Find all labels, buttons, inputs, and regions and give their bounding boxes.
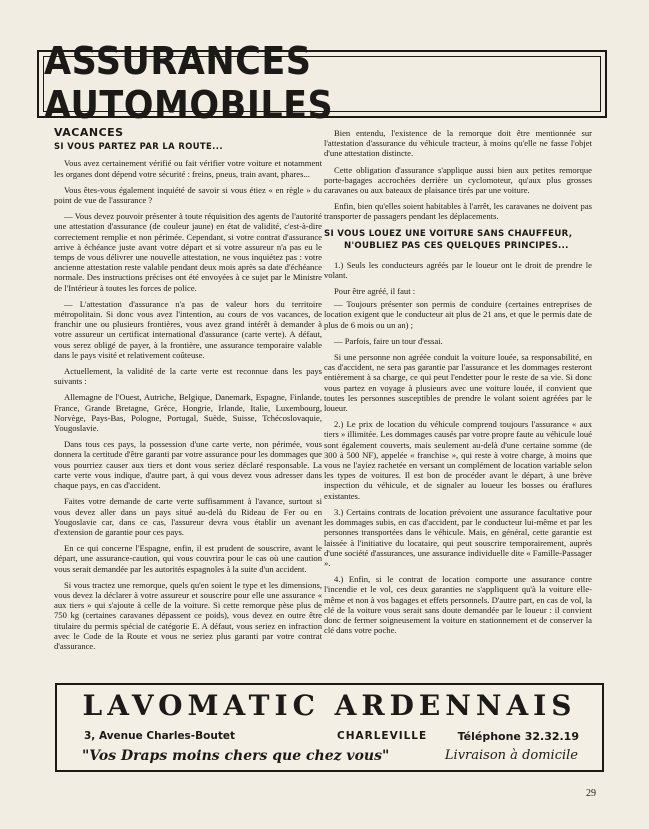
right-paragraph: 4.) Enfin, si le contrat de location comporte une assurance contre l'incendie et le vol, ces deux garanties ne s'appliquent qu'à la voiture elle-même et non à vos bagages et effets personnels. D'autre part, en cas de vol, la clé de la voiture vous serait sans doute demandée par le loueur : il convient donc de fermer soigneusement la voiture en stationnement et de conserver la clé dans votre poche. <box>324 574 592 636</box>
left-column <box>54 128 322 657</box>
section-heading-vacances: VACANCES <box>54 126 124 139</box>
ad-city: CHARLEVILLE <box>337 730 428 742</box>
left-paragraph: Si vous tractez une remorque, quels qu'en soient le type et les dimensions, vous devez la déclarer à votre assureur et souscrire pour elle une assurance « aux tiers » qui s'ajoute à celle de la voiture. Si cette remorque pèse plus de 750 kg (certaines caravanes dépassent ce poids), vous devez en outre être titulaire du permis spécial de catégorie E. A défaut, vous seriez en infraction avec le Code de la Route et vous ne seriez plus garanti par votre contrat d'assurance. <box>54 579 322 651</box>
right-paragraph: 1.) Seuls les conducteurs agréés par le loueur ont le droit de prendre le volant. <box>324 259 592 280</box>
ad-slogan: "Vos Draps moins chers que chez vous" <box>82 748 390 764</box>
page-number: 29 <box>586 788 596 799</box>
left-paragraph: Dans tous ces pays, la possession d'une carte verte, non périmée, vous donnera la certitude d'être garanti par votre assurance pour les dommages que vous pourriez causer aux tiers et dont vous seriez déclaré responsable. La carte verte vous indique, d'autre part, à qui vous devez vous adresser dans chaque pays, en cas d'accident. <box>54 439 322 491</box>
page-title: ASSURANCES AUTOMOBILES <box>44 40 334 128</box>
right-paragraph: Bien entendu, l'existence de la remorque doit être mentionnée sur l'attestation d'assurance du véhicule tracteur, à moins qu'elle ne fasse l'objet d'une attestation distincte. <box>324 128 592 159</box>
title-banner-inner-frame <box>43 40 601 128</box>
section-heading-line-1: SI VOUS LOUEZ UNE VOITURE SANS CHAUFFEUR, <box>324 228 573 239</box>
left-paragraph: Vous avez certainement vérifié ou fait vérifier votre voiture et notamment les organes dont dépend votre sécurité : freins, pneus, train avant, phares... <box>54 158 322 179</box>
left-paragraph: Actuellement, la validité de la carte verte est reconnue dans les pays suivants : <box>54 366 322 387</box>
right-paragraph: Enfin, bien qu'elles soient habitables à l'arrêt, les caravanes ne doivent pas transporter de passagers pendant les déplacements. <box>324 201 592 222</box>
title-banner <box>37 40 607 128</box>
ad-brand-name: LAVOMATIC ARDENNAIS <box>82 689 577 722</box>
ad-phone: Téléphone 32.32.19 <box>457 730 579 743</box>
right-column <box>324 128 592 641</box>
ad-address: 3, Avenue Charles-Boutet <box>84 730 236 742</box>
right-paragraph: Cette obligation d'assurance s'applique aussi bien aux petites remorque porte-bagages accrochées derrière un cyclomoteur, qu'aux plus grosses caravanes ou aux bateaux de plaisance tirés par une voiture. <box>324 164 592 196</box>
left-paragraph-country-list: Allemagne de l'Ouest, Autriche, Belgique, Danemark, Espagne, Finlande, France, Grande Bretagne, Grèce, Hongrie, Irlande, Italie, Luxembourg, Norvège, Pays-Bas, Pologne, Portugal, Suède, Suisse, Tchécoslovaquie, Yougoslavie. <box>54 392 322 434</box>
advertisement-box <box>55 683 604 772</box>
left-paragraph: En ce qui concerne l'Espagne, enfin, il est prudent de souscrire, avant le départ, une assurance-caution, qui vous couvrira pour le cas où une caution vous serait demandée par les autorités espagnoles à la suite d'un accident. <box>54 543 322 574</box>
left-paragraph: Vous êtes-vous également inquiété de savoir si vous étiez « en règle » du point de vue de l'assurance ? <box>54 184 322 206</box>
right-paragraph: 2.) Le prix de location du véhicule comprend toujours l'assurance « aux tiers » illimitée. Les dommages causés par votre propre faute au véhicule loué sont également couverts, mais seulement au-delà d'une certaine somme (de 300 à 500 NF), appelée « franchise », qui reste à votre charge, à moins que vous ne l'ayiez rachetée en versant un complément de location variable selon les types de voitures. Il est bon de procéder avant le départ, à une brève inspection du véhicule, et de signaler au loueur les bosses ou éraflures existantes. <box>324 419 592 501</box>
section-heading-location <box>324 228 592 252</box>
left-paragraph: — L'attestation d'assurance n'a pas de valeur hors du territoire métropolitain. Si donc vous avez l'intention, au cours de vos vacances, de franchir une ou plusieurs frontières, vous avez grand intérêt à demander à votre assureur un certificat international d'assurance (carte verte). A défaut, vous serez obligé de payer, à la frontière, une assurance temporaire valable dans le pays visité et relativement coûteuse. <box>54 298 322 360</box>
ad-delivery-note: Livraison à domicile <box>444 748 578 763</box>
right-paragraph: — Toujours présenter son permis de conduire (certaines entreprises de location exigent que le conducteur ait plus de 21 ans, et que le permis date de plus de 6 mois ou un an) ; <box>324 299 592 330</box>
right-paragraph: Pour être agréé, il faut : <box>334 286 416 297</box>
section-heading-line-2: N'OUBLIEZ PAS CES QUELQUES PRINCIPES... <box>344 240 569 251</box>
right-paragraph: Si une personne non agréée conduit la voiture louée, sa responsabilité, en cas d'accident, ne sera pas garantie par l'assurance et les dommages resteront entièrement à sa charge, ce qui peut l'endetter pour le reste de sa vie. Si donc vous partez en voyage à plusieurs avec une voiture louée, il convient que toutes les personnes susceptibles de prendre le volant soient agréées par le loueur. <box>324 352 592 414</box>
right-paragraph: — Parfois, faire un tour d'essai. <box>334 335 443 346</box>
right-paragraph: 3.) Certains contrats de location prévoient une assurance facultative pour les dommages subis, en cas d'accident, par le conducteur lui-même et par les personnes transportées dans le véhicule. Mais, en général, cette garantie est laissée à l'initiative du locataire, qui peut souscrire temporairement, auprès d'une société d'assurances, une assurance individuelle dite « Famille-Passager ». <box>324 506 592 568</box>
left-paragraph: Faites votre demande de carte verte suffisamment à l'avance, surtout si vous devez aller dans un pays situé au-delà du Rideau de Fer ou en Yougoslavie car, dans ce cas, l'assureur devra vous établir un avenant d'extension de garantie pour ces pays. <box>54 496 322 537</box>
section-subheading-route: SI VOUS PARTEZ PAR LA ROUTE... <box>54 141 223 152</box>
left-paragraph: — Vous devez pouvoir présenter à toute réquisition des agents de l'autorité une attestation d'assurance (de couleur jaune) en état de validité, c'est-à-dire correctement remplie et non périmée. Cependant, si votre contrat d'assurance arrive à échéance juste avant votre départ et si votre assureur n'a pas eu le temps de vous délivrer une nouvelle attestation, ne vous inquiétez pas : votre ancienne attestation reste valable pendant deux mois après sa date d'échéance normale. Des instructions précises ont été envoyées à ce sujet par le Ministre de l'Intérieur à toutes les forces de police. <box>54 211 322 293</box>
